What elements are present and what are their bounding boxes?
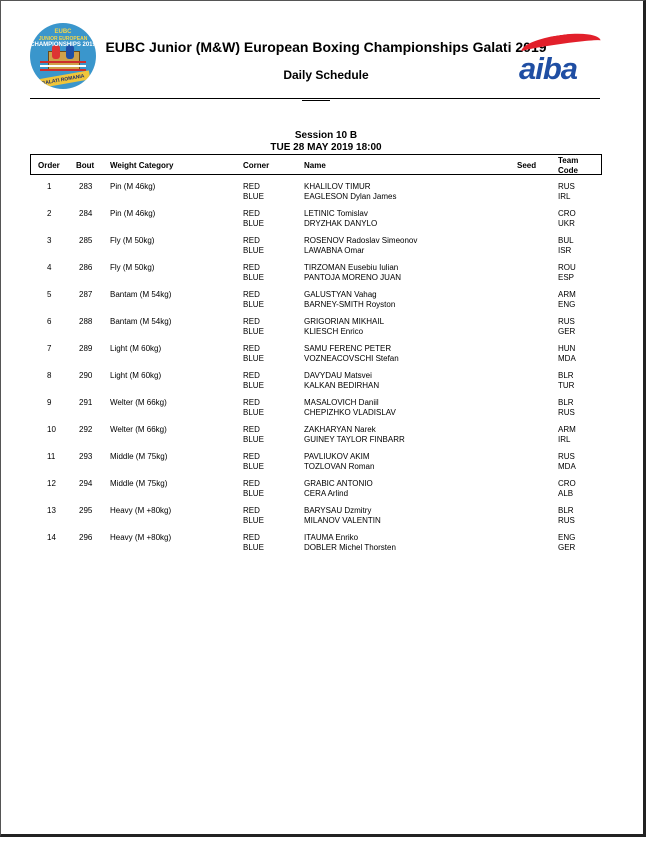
red-corner-team-code: CRO bbox=[558, 209, 576, 218]
table-row bbox=[1, 182, 650, 206]
red-corner-team-code: RUS bbox=[558, 182, 575, 191]
weight-category: Fly (M 50kg) bbox=[110, 236, 155, 245]
table-row bbox=[1, 533, 650, 557]
red-corner-label: RED bbox=[243, 290, 260, 299]
blue-corner-team-code: RUS bbox=[558, 516, 575, 525]
bout-number: 285 bbox=[79, 236, 93, 245]
weight-category: Middle (M 75kg) bbox=[110, 479, 168, 488]
weight-category: Heavy (M +80kg) bbox=[110, 506, 172, 515]
red-corner-label: RED bbox=[243, 452, 260, 461]
red-corner-boxer-name: DAVYDAU Matsvei bbox=[304, 371, 372, 380]
weight-category: Pin (M 46kg) bbox=[110, 182, 156, 191]
red-corner-label: RED bbox=[243, 263, 260, 272]
red-corner-team-code: ARM bbox=[558, 290, 576, 299]
blue-corner-team-code: UKR bbox=[558, 219, 575, 228]
blue-corner-team-code: MDA bbox=[558, 354, 576, 363]
bout-order: 14 bbox=[47, 533, 56, 542]
red-corner-label: RED bbox=[243, 344, 260, 353]
red-corner-team-code: BLR bbox=[558, 398, 574, 407]
bout-order: 9 bbox=[47, 398, 52, 407]
session-name: Session 10 B bbox=[294, 130, 358, 141]
blue-corner-team-code: ALB bbox=[558, 489, 574, 498]
blue-corner-team-code: ISR bbox=[558, 246, 572, 255]
bout-order: 13 bbox=[47, 506, 56, 515]
column-header-name: Name bbox=[304, 161, 326, 170]
blue-corner-team-code: GER bbox=[558, 327, 576, 336]
bout-order: 12 bbox=[47, 479, 56, 488]
blue-corner-team-code: IRL bbox=[558, 192, 571, 201]
red-corner-boxer-name: SAMU FERENC PETER bbox=[304, 344, 392, 353]
column-header-corner: Corner bbox=[243, 161, 270, 170]
blue-corner-label: BLUE bbox=[243, 408, 264, 417]
blue-corner-team-code: RUS bbox=[558, 408, 575, 417]
bout-number: 291 bbox=[79, 398, 93, 407]
blue-corner-label: BLUE bbox=[243, 192, 264, 201]
weight-category: Bantam (M 54kg) bbox=[110, 290, 172, 299]
column-header-code: Code bbox=[558, 166, 578, 175]
bout-order: 6 bbox=[47, 317, 52, 326]
blue-corner-label: BLUE bbox=[243, 219, 264, 228]
red-corner-team-code: HUN bbox=[558, 344, 576, 353]
blue-corner-label: BLUE bbox=[243, 516, 264, 525]
blue-corner-label: BLUE bbox=[243, 327, 264, 336]
bout-order: 5 bbox=[47, 290, 52, 299]
bout-order: 7 bbox=[47, 344, 52, 353]
red-corner-team-code: CRO bbox=[558, 479, 576, 488]
blue-corner-boxer-name: MILANOV VALENTIN bbox=[304, 516, 381, 525]
table-row bbox=[1, 425, 650, 449]
red-corner-label: RED bbox=[243, 371, 260, 380]
bout-number: 296 bbox=[79, 533, 93, 542]
blue-corner-boxer-name: KLIESCH Enrico bbox=[304, 327, 364, 336]
table-row bbox=[1, 263, 650, 287]
red-corner-boxer-name: MASALOVICH Daniil bbox=[304, 398, 379, 407]
red-corner-team-code: BUL bbox=[558, 236, 574, 245]
bout-number: 284 bbox=[79, 209, 93, 218]
blue-corner-label: BLUE bbox=[243, 435, 264, 444]
weight-category: Light (M 60kg) bbox=[110, 371, 162, 380]
bout-order: 4 bbox=[47, 263, 52, 272]
blue-corner-boxer-name: EAGLESON Dylan James bbox=[304, 192, 397, 201]
column-header-seed: Seed bbox=[517, 161, 537, 170]
blue-corner-boxer-name: KALKAN BEDIRHAN bbox=[304, 381, 380, 390]
blue-corner-boxer-name: PANTOJA MORENO JUAN bbox=[304, 273, 402, 282]
bout-order: 1 bbox=[47, 182, 52, 191]
table-row bbox=[1, 290, 650, 314]
weight-category: Fly (M 50kg) bbox=[110, 263, 155, 272]
red-corner-boxer-name: LETINIC Tomislav bbox=[304, 209, 368, 218]
blue-corner-boxer-name: GUINEY TAYLOR FINBARR bbox=[304, 435, 405, 444]
bout-number: 293 bbox=[79, 452, 93, 461]
blue-corner-team-code: MDA bbox=[558, 462, 576, 471]
blue-corner-label: BLUE bbox=[243, 246, 264, 255]
bout-number: 286 bbox=[79, 263, 93, 272]
header-divider-accent bbox=[302, 100, 330, 101]
red-corner-boxer-name: ROSENOV Radoslav Simeonov bbox=[304, 236, 418, 245]
weight-category: Light (M 60kg) bbox=[110, 344, 162, 353]
logo-text-line: EUBC bbox=[54, 29, 72, 35]
red-corner-label: RED bbox=[243, 236, 260, 245]
red-corner-boxer-name: ITAUMA Enriko bbox=[304, 533, 359, 542]
bout-number: 287 bbox=[79, 290, 93, 299]
table-row bbox=[1, 479, 650, 503]
red-corner-label: RED bbox=[243, 533, 260, 542]
weight-category: Heavy (M +80kg) bbox=[110, 533, 172, 542]
red-corner-label: RED bbox=[243, 425, 260, 434]
ring-ropes-icon bbox=[40, 61, 86, 63]
blue-corner-team-code: GER bbox=[558, 543, 576, 552]
red-corner-label: RED bbox=[243, 317, 260, 326]
red-corner-label: RED bbox=[243, 182, 260, 191]
blue-corner-boxer-name: TOZLOVAN Roman bbox=[304, 462, 375, 471]
logo-text-line: CHAMPIONSHIPS 2019 bbox=[30, 42, 96, 48]
weight-category: Pin (M 46kg) bbox=[110, 209, 156, 218]
blue-corner-label: BLUE bbox=[243, 381, 264, 390]
table-row bbox=[1, 398, 650, 422]
blue-corner-boxer-name: VOZNEACOVSCHI Stefan bbox=[304, 354, 399, 363]
red-corner-boxer-name: PAVLIUKOV AKIM bbox=[304, 452, 370, 461]
bout-order: 10 bbox=[47, 425, 56, 434]
weight-category: Welter (M 66kg) bbox=[110, 425, 167, 434]
bout-order: 8 bbox=[47, 371, 52, 380]
blue-corner-team-code: ESP bbox=[558, 273, 575, 282]
red-corner-boxer-name: GALUSTYAN Vahag bbox=[304, 290, 377, 299]
bout-order: 2 bbox=[47, 209, 52, 218]
table-row bbox=[1, 236, 650, 260]
blue-corner-team-code: TUR bbox=[558, 381, 575, 390]
red-corner-label: RED bbox=[243, 479, 260, 488]
bout-number: 292 bbox=[79, 425, 93, 434]
blue-corner-team-code: IRL bbox=[558, 435, 571, 444]
table-row bbox=[1, 344, 650, 368]
blue-corner-label: BLUE bbox=[243, 462, 264, 471]
table-row bbox=[1, 506, 650, 530]
table-row bbox=[1, 317, 650, 341]
red-corner-team-code: RUS bbox=[558, 317, 575, 326]
bout-number: 295 bbox=[79, 506, 93, 515]
bout-number: 289 bbox=[79, 344, 93, 353]
blue-corner-boxer-name: LAWABNA Omar bbox=[304, 246, 365, 255]
blue-corner-boxer-name: CERA Arlind bbox=[304, 489, 349, 498]
blue-corner-label: BLUE bbox=[243, 543, 264, 552]
blue-corner-boxer-name: DRYZHAK DANYLO bbox=[304, 219, 378, 228]
blue-corner-boxer-name: CHEPIZHKO VLADISLAV bbox=[304, 408, 396, 417]
blue-corner-label: BLUE bbox=[243, 273, 264, 282]
bout-number: 288 bbox=[79, 317, 93, 326]
blue-corner-label: BLUE bbox=[243, 354, 264, 363]
blue-corner-boxer-name: DOBLER Michel Thorsten bbox=[304, 543, 396, 552]
bout-number: 294 bbox=[79, 479, 93, 488]
blue-corner-boxer-name: BARNEY-SMITH Royston bbox=[304, 300, 396, 309]
aiba-logo bbox=[513, 31, 605, 91]
red-corner-boxer-name: ZAKHARYAN Narek bbox=[304, 425, 376, 434]
blue-corner-team-code: ENG bbox=[558, 300, 576, 309]
red-corner-team-code: ROU bbox=[558, 263, 576, 272]
weight-category: Bantam (M 54kg) bbox=[110, 317, 172, 326]
red-corner-team-code: RUS bbox=[558, 452, 575, 461]
column-header-team: Team bbox=[558, 156, 579, 165]
red-corner-team-code: BLR bbox=[558, 371, 574, 380]
session-datetime: TUE 28 MAY 2019 18:00 bbox=[270, 142, 382, 153]
bout-order: 11 bbox=[47, 452, 56, 461]
bout-number: 283 bbox=[79, 182, 93, 191]
bout-order: 3 bbox=[47, 236, 52, 245]
red-corner-boxer-name: TIRZOMAN Eusebiu Iulian bbox=[304, 263, 399, 272]
red-corner-boxer-name: BARYSAU Dzmitry bbox=[304, 506, 372, 515]
column-header-order: Order bbox=[38, 161, 60, 170]
red-corner-label: RED bbox=[243, 209, 260, 218]
logo-text-line: GALATI ROMANIA bbox=[41, 73, 85, 87]
aiba-wordmark: aiba bbox=[519, 51, 578, 86]
red-corner-label: RED bbox=[243, 398, 260, 407]
table-row bbox=[1, 209, 650, 233]
header-divider bbox=[30, 98, 600, 99]
red-corner-team-code: ENG bbox=[558, 533, 576, 542]
table-row bbox=[1, 452, 650, 476]
bout-number: 290 bbox=[79, 371, 93, 380]
weight-category: Middle (M 75kg) bbox=[110, 452, 168, 461]
column-header-bout: Bout bbox=[76, 161, 95, 170]
red-corner-boxer-name: GRABIC ANTONIO bbox=[304, 479, 373, 488]
column-header-weight: Weight Category bbox=[110, 161, 174, 170]
document-title: EUBC Junior (M&W) European Boxing Championships Galati 2019 bbox=[105, 39, 547, 55]
blue-corner-label: BLUE bbox=[243, 300, 264, 309]
blue-corner-label: BLUE bbox=[243, 489, 264, 498]
red-corner-boxer-name: GRIGORIAN MIKHAIL bbox=[304, 317, 385, 326]
red-corner-boxer-name: KHALILOV TIMUR bbox=[304, 182, 371, 191]
red-corner-team-code: ARM bbox=[558, 425, 576, 434]
red-corner-team-code: BLR bbox=[558, 506, 574, 515]
table-row bbox=[1, 371, 650, 395]
document-subtitle: Daily Schedule bbox=[283, 68, 369, 82]
red-corner-label: RED bbox=[243, 506, 260, 515]
weight-category: Welter (M 66kg) bbox=[110, 398, 167, 407]
logo-text-line: JUNIOR EUROPEAN bbox=[38, 36, 88, 42]
